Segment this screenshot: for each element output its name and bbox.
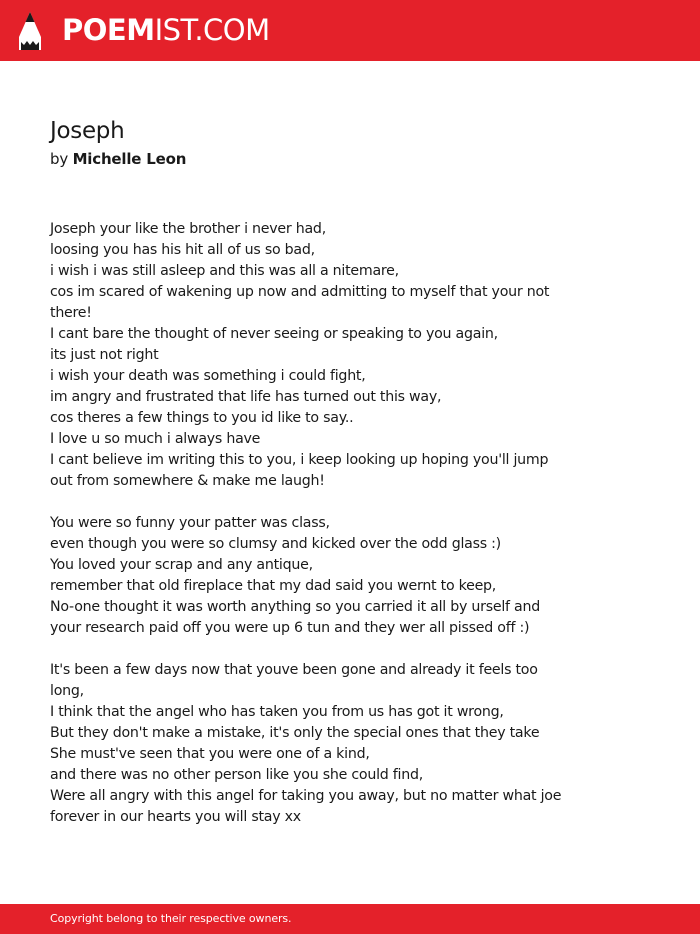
poem-line: But they don't make a mistake, it's only the special ones that they take bbox=[50, 725, 540, 741]
poem-line: forever in our hearts you will stay xx bbox=[50, 809, 301, 825]
poem-line: I cant believe im writing this to you, i keep looking up hoping you'll jump bbox=[50, 452, 549, 468]
poem-line: i wish i was still asleep and this was all a nitemare, bbox=[50, 263, 399, 279]
poem-line: I think that the angel who has taken you from us has got it wrong, bbox=[50, 704, 504, 720]
poem-line: I cant bare the thought of never seeing or speaking to you again, bbox=[50, 326, 498, 342]
poem-stanza bbox=[50, 660, 570, 828]
logo-text-light: IST.COM bbox=[154, 13, 270, 47]
byline-prefix: by bbox=[50, 150, 68, 168]
poem-line: You loved your scrap and any antique, bbox=[50, 557, 313, 573]
poem-line: She must've seen that you were one of a kind, bbox=[50, 746, 370, 762]
poem-line: You were so funny your patter was class, bbox=[50, 515, 330, 531]
poem-byline bbox=[50, 149, 186, 169]
poem-line: there! bbox=[50, 305, 92, 321]
poem-stanza bbox=[50, 219, 570, 492]
poem-line: cos im scared of wakening up now and admitting to myself that your not bbox=[50, 284, 550, 300]
poem-line: I love u so much i always have bbox=[50, 431, 261, 447]
poem-line: even though you were so clumsy and kicked over the odd glass :) bbox=[50, 536, 501, 552]
poem-line: loosing you has his hit all of us so bad, bbox=[50, 242, 315, 258]
poem-line: long, bbox=[50, 683, 84, 699]
site-footer bbox=[0, 904, 700, 934]
poem-line: Joseph your like the brother i never had, bbox=[50, 221, 326, 237]
poem-author: Michelle Leon bbox=[72, 150, 187, 168]
poem-line: Were all angry with this angel for taking you away, but no matter what joe bbox=[50, 788, 562, 804]
poem-line: im angry and frustrated that life has turned out this way, bbox=[50, 389, 442, 405]
poem-line: It's been a few days now that youve been gone and already it feels too bbox=[50, 662, 538, 678]
poem-line: out from somewhere & make me laugh! bbox=[50, 473, 325, 489]
poem-stanza bbox=[50, 513, 570, 639]
poem-body bbox=[50, 219, 570, 849]
poem-line: your research paid off you were up 6 tun and they wer all pissed off :) bbox=[50, 620, 530, 636]
logo-text-bold: POEM bbox=[62, 13, 155, 47]
poem-line: its just not right bbox=[50, 347, 159, 363]
site-header bbox=[0, 0, 700, 61]
poem-line: No-one thought it was worth anything so you carried it all by urself and bbox=[50, 599, 540, 615]
poem-title: Joseph bbox=[50, 118, 125, 144]
poem-line: cos theres a few things to you id like to say.. bbox=[50, 410, 354, 426]
poem-line: i wish your death was something i could fight, bbox=[50, 368, 366, 384]
copyright-text: Copyright belong to their respective owners. bbox=[50, 912, 292, 925]
pencil-tip-icon bbox=[17, 11, 43, 51]
poem-line: remember that old fireplace that my dad said you wernt to keep, bbox=[50, 578, 497, 594]
site-logo[interactable] bbox=[62, 13, 270, 47]
poem-line: and there was no other person like you she could find, bbox=[50, 767, 423, 783]
